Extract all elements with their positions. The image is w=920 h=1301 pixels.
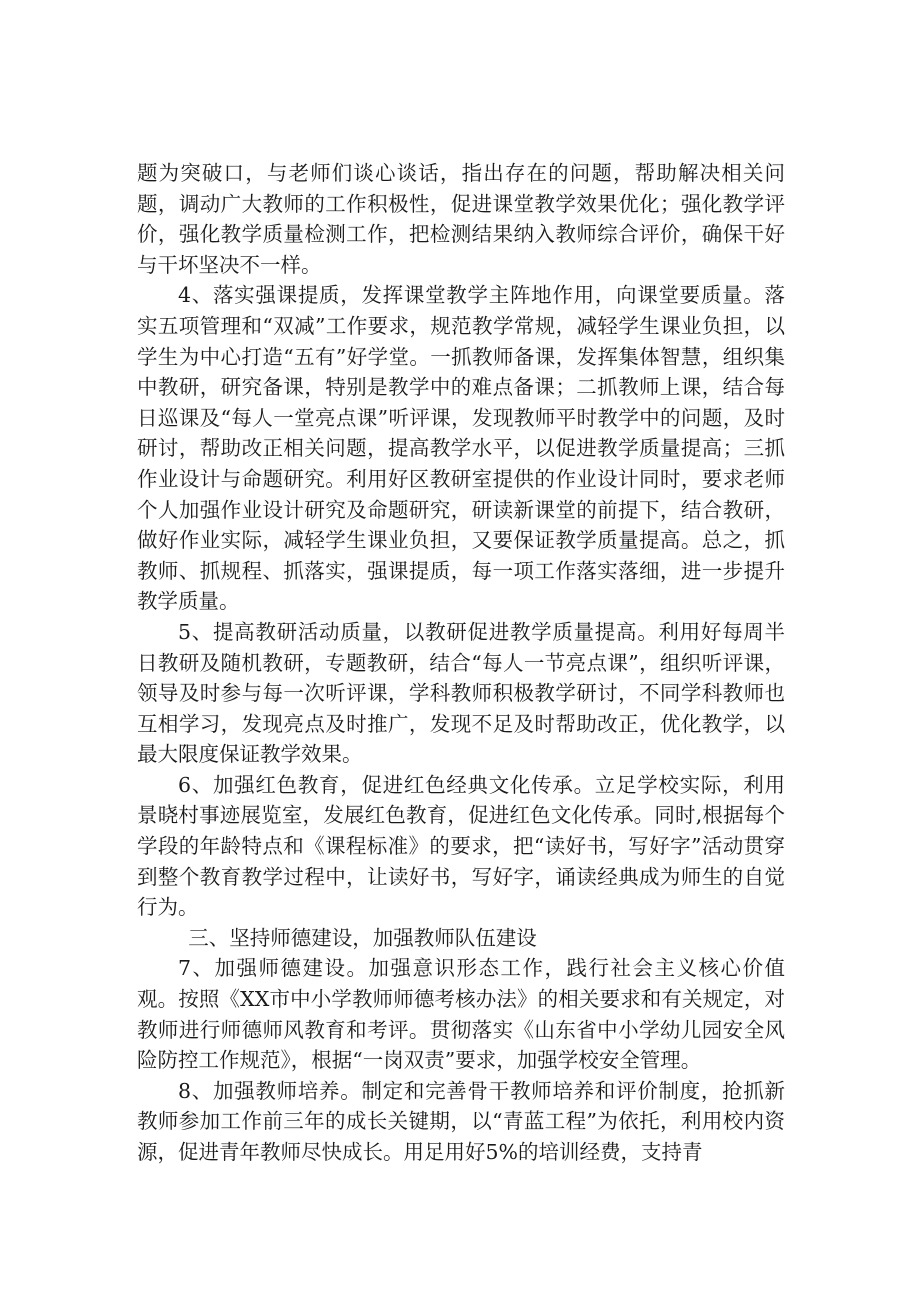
paragraph-item-5: 5、提高教研活动质量，以教研促进教学质量提高。利用好每周半日教研及随机教研，专题教研，结合“每人一节亮点课”，组织听评课，领导及时参与每一次听评课，学科教师积极教学研讨，不同学科教师也互相学习，发现亮点及时推广，发现不足及时帮助改正，优化教学，以最大限度保证教学效果。 bbox=[137, 619, 785, 767]
paragraph-item-4: 4、落实强课提质，发挥课堂教学主阵地作用，向课堂要质量。落实五项管理和“双减”工作要求，规范教学常规，减轻学生课业负担，以学生为中心打造“五有”好学堂。一抓教师备课，发挥集体智慧，组织集中教研，研究备课，特别是教学中的难点备课；二抓教师上课，结合每日巡课及“每人一堂亮点课”听评课，发现教师平时教学中的问题，及时研讨，帮助改正相关问题，提高教学水平，以促进教学质量提高；三抓作业设计与命题研究。利用好区教研室提供的作业设计同时，要求老师个人加强作业设计研究及命题研究，研读新课堂的前提下，结合教研，做好作业实际，减轻学生课业负担，又要保证教学质量提高。总之，抓教师、抓规程、抓落实，强课提质，每一项工作落实落细，进一步提升教学质量。 bbox=[137, 283, 785, 614]
paragraph-continuation: 题为突破口，与老师们谈心谈话，指出存在的问题，帮助解决相关问题，调动广大教师的工作积极性，促进课堂教学效果优化；强化教学评价，强化教学质量检测工作，把检测结果纳入教师综合评价，确保干好与干坏坚决不一样。 bbox=[137, 161, 785, 277]
paragraph-item-8: 8、加强教师培养。制定和完善骨干教师培养和评价制度，抢抓新教师参加工作前三年的成长关键期，以“青蓝工程”为依托，利用校内资源，促进青年教师尽快成长。用足用好5%的培训经费，支持青 bbox=[137, 1078, 785, 1164]
section-heading-3: 三、坚持师德建设，加强教师队伍建设 bbox=[188, 925, 537, 950]
paragraph-item-6: 6、加强红色教育，促进红色经典文化传承。立足学校实际，利用景晓村事迹展览室，发展红色教育，促进红色文化传承。同时,根据每个学段的年龄特点和《课程标准》的要求，把“读好书，写好字”活动贯穿到整个教育教学过程中，让读好书，写好字，诵读经典成为师生的自觉行为。 bbox=[137, 772, 785, 920]
paragraph-item-7: 7、加强师德建设。加强意识形态工作，践行社会主义核心价值观。按照《XX市中小学教师师德考核办法》的相关要求和有关规定，对教师进行师德师风教育和考评。贯彻落实《山东省中小学幼儿园安全风险防控工作规范》，根据“一岗双责”要求，加强学校安全管理。 bbox=[137, 956, 785, 1073]
document-body bbox=[137, 158, 785, 1168]
